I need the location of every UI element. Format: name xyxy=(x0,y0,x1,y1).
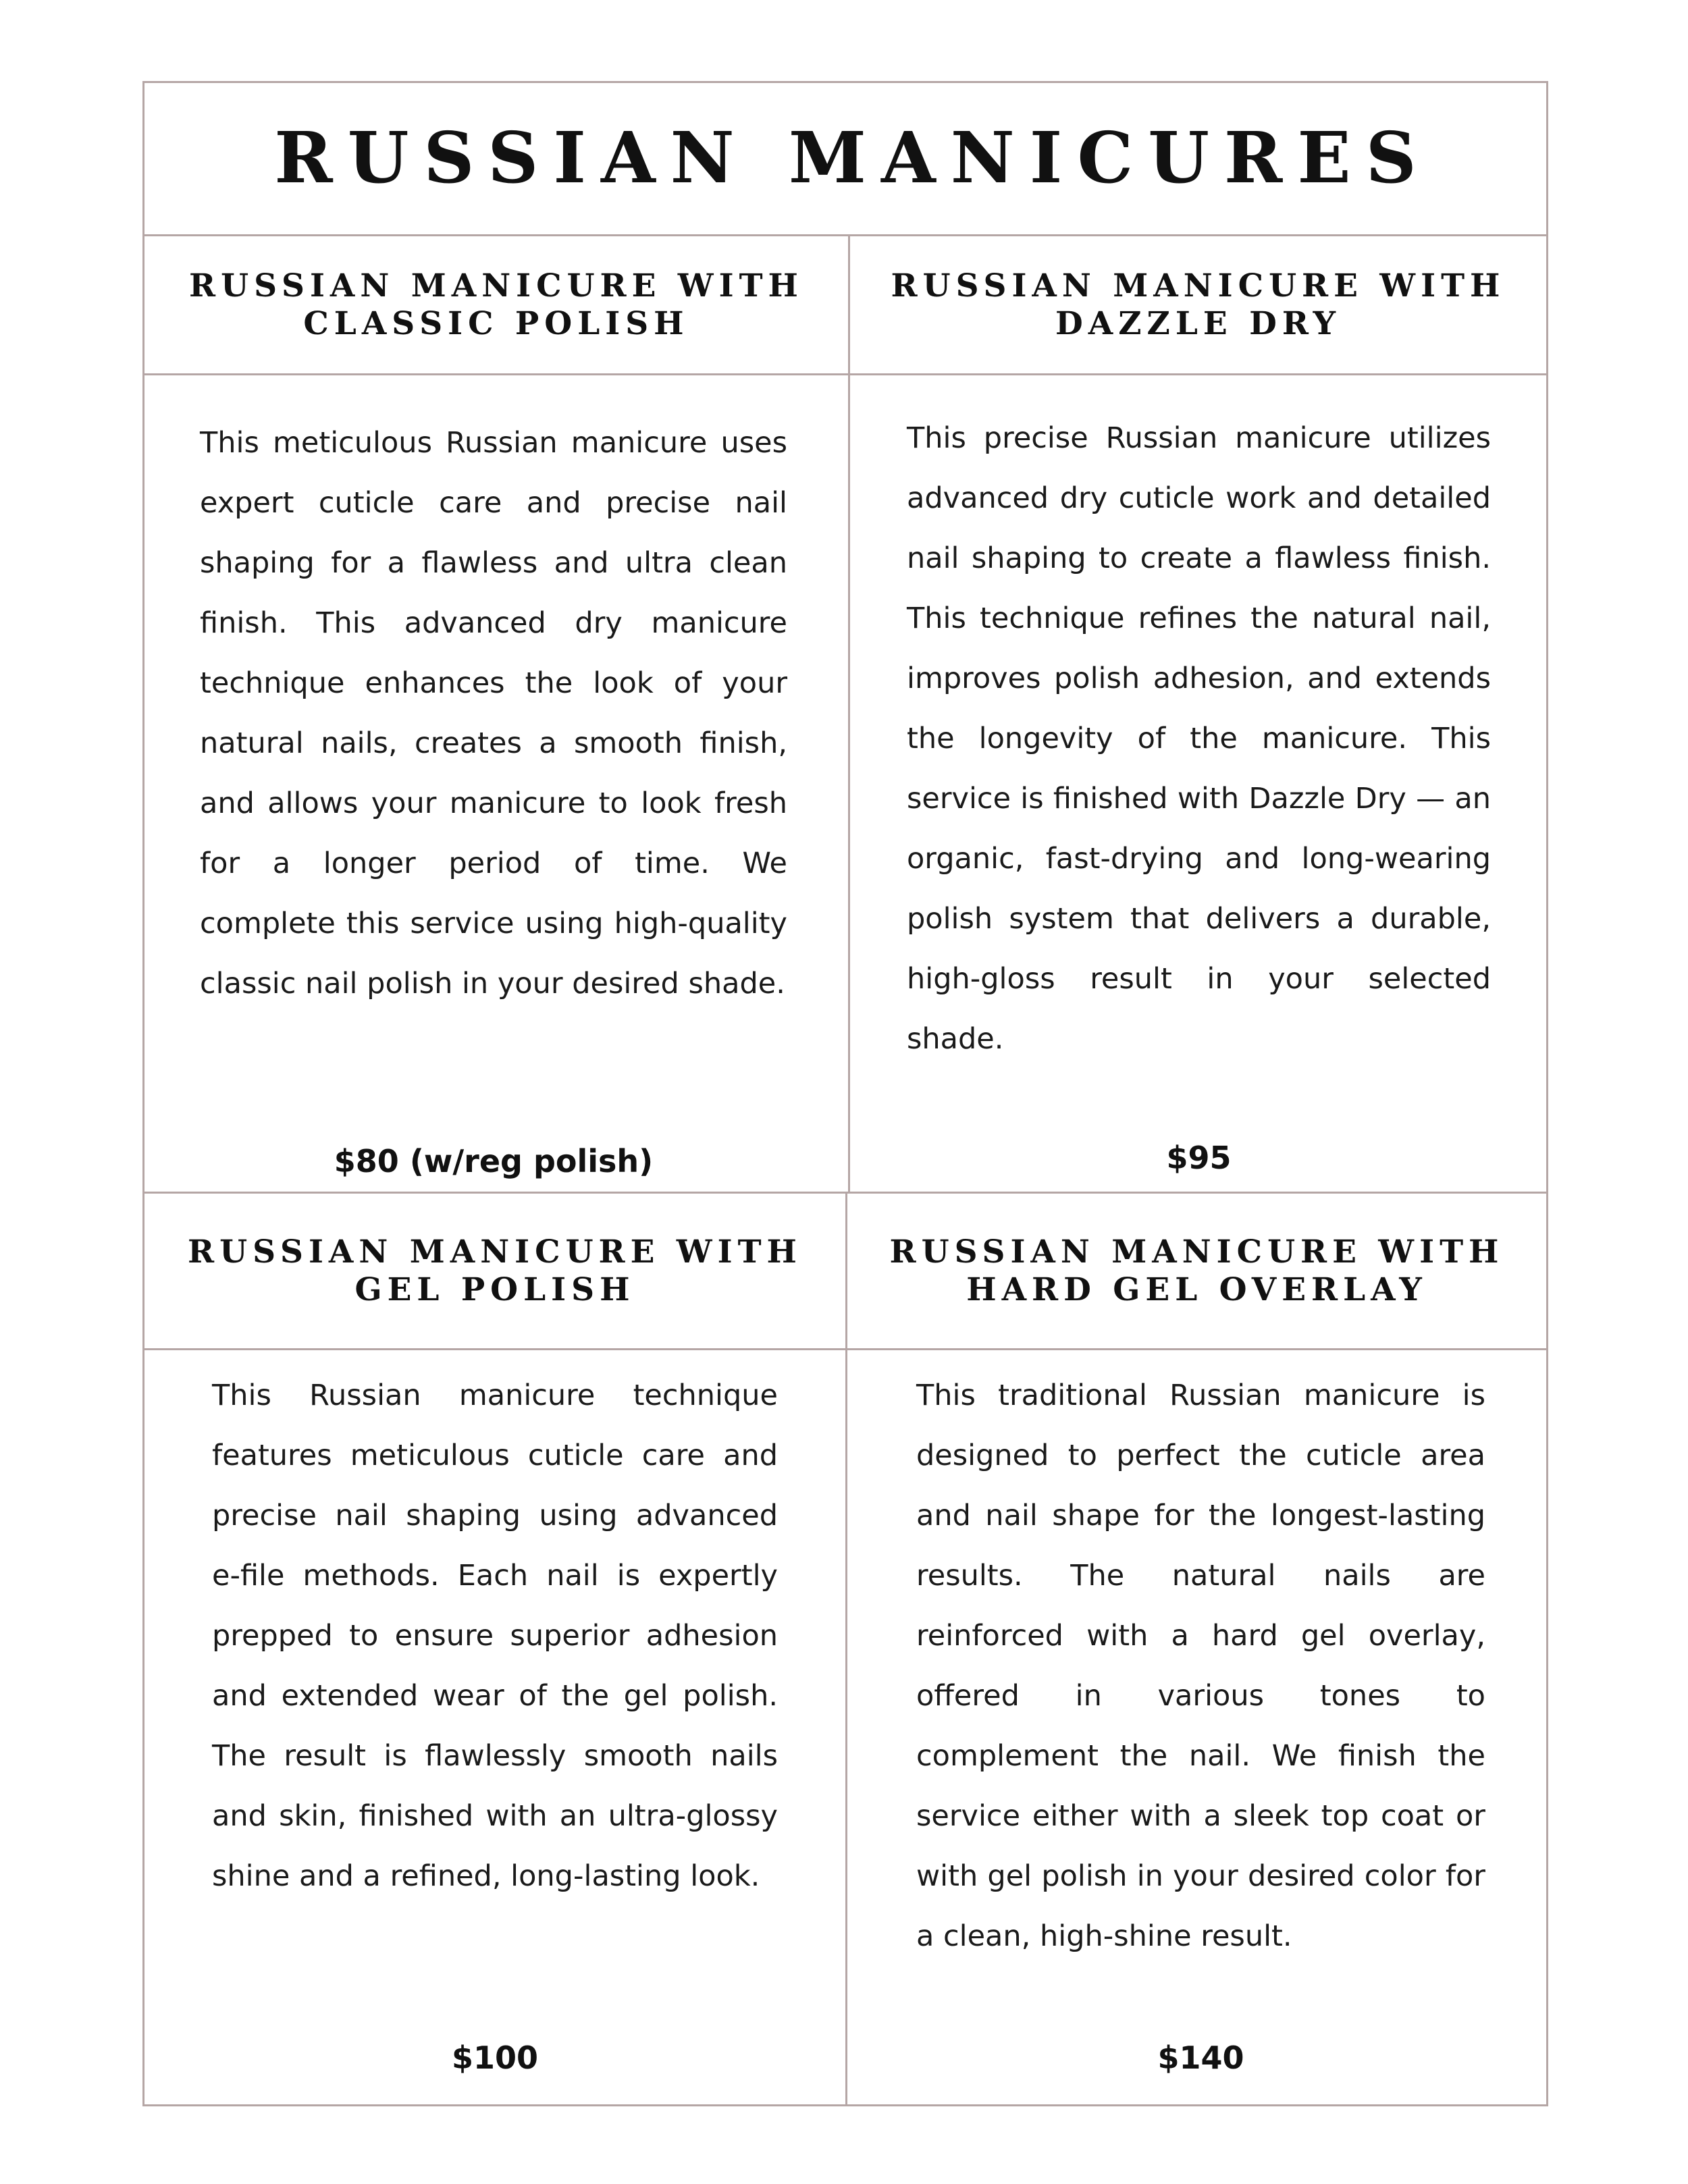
service-description-classic-polish: This meticulous Russian manicure uses expert cuticle care and precise nail shaping for a flawless and ultra clean finish. This advanced dry manicure technique enhances the look of your natural nails, creates a smooth finish, and allows your manicure to look fresh for a longer period of time. We complete this service using high-quality classic nail polish in your desired shade. xyxy=(200,426,787,1001)
service-price-dazzle-dry: $95 xyxy=(1166,1140,1232,1176)
service-title-classic-polish: RUSSIAN MANICURE WITH CLASSIC POLISH xyxy=(189,267,803,342)
service-description-hard-gel-overlay: This traditional Russian manicure is designed to perfect the cuticle area and nail shape for the longest-lasting results. The natural nails are reinforced with a hard gel overlay, offered in various tones to complement the nail. We finish the service either with a sleek top coat or with gel polish in your desired color for a clean, high-shine result. xyxy=(916,1379,1485,1953)
service-description-dazzle-dry: This precise Russian manicure utilizes advanced dry cuticle work and detailed nail shaping to create a flawless finish. This technique refines the natural nail, improves polish adhesion, and extends the longevity of the manicure. This service is finished with Dazzle Dry — an organic, fast-drying and long-wearing polish system that delivers a durable, high-gloss result in your selected shade. xyxy=(907,421,1491,1056)
service-title-dazzle-dry: RUSSIAN MANICURE WITH DAZZLE DRY xyxy=(891,267,1506,342)
service-description-gel-polish: This Russian manicure technique features meticulous cuticle care and precise nail shaping using advanced e-file methods. Each nail is expertly prepped to ensure superior adhesion and extended wear of the gel polish. The result is flawlessly smooth nails and skin, finished with an ultra-glossy shine and a refined, long-lasting look. xyxy=(212,1379,778,1893)
service-title-gel-polish: RUSSIAN MANICURE WITH GEL POLISH xyxy=(188,1233,802,1308)
page-title: RUSSIAN MANICURES xyxy=(274,116,1431,199)
service-price-hard-gel-overlay: $140 xyxy=(1157,2040,1244,2076)
divider-row1-header xyxy=(144,373,1546,375)
divider-column-top xyxy=(848,236,850,1192)
service-price-gel-polish: $100 xyxy=(451,2040,539,2076)
service-title-hard-gel-overlay: RUSSIAN MANICURE WITH HARD GEL OVERLAY xyxy=(889,1233,1504,1308)
service-price-classic-polish: $80 (w/reg polish) xyxy=(334,1143,654,1179)
